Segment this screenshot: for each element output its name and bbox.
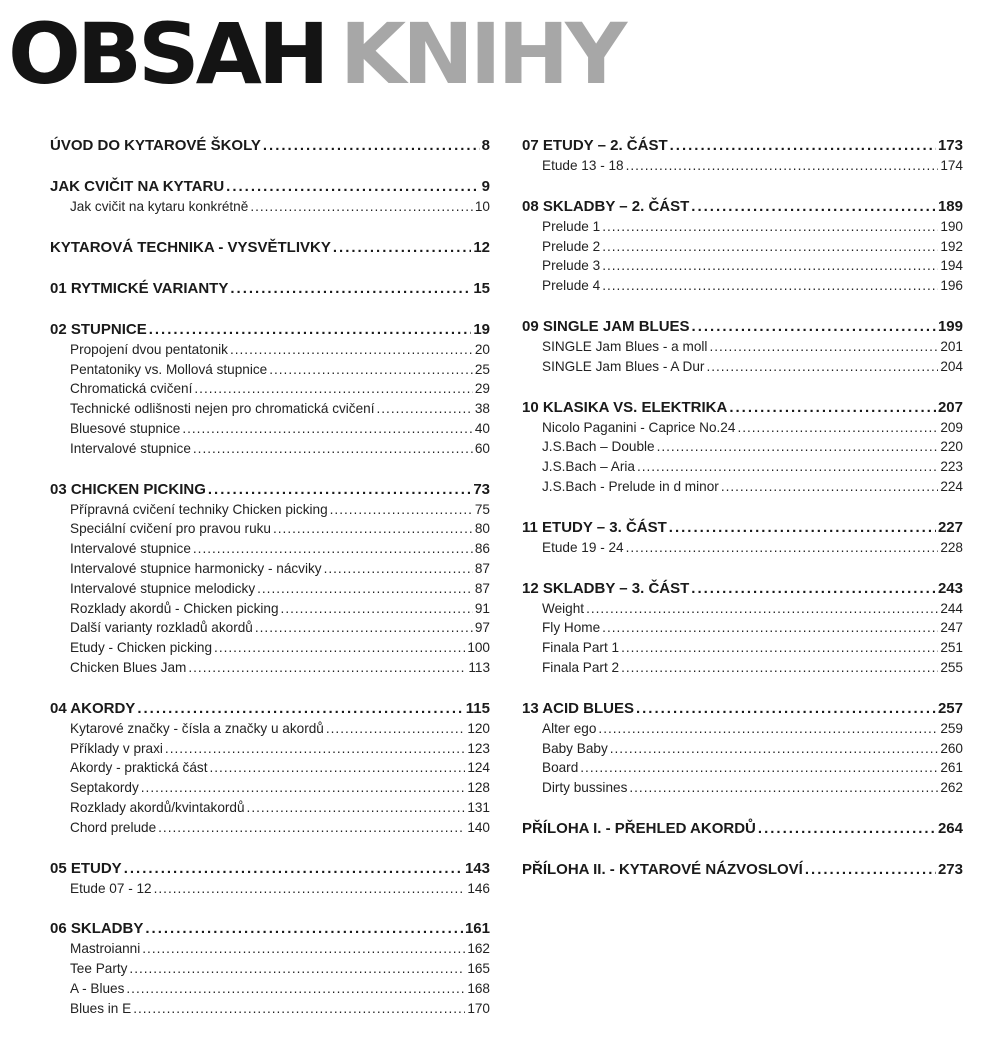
dot-leader	[636, 699, 936, 719]
subentry-page: 168	[467, 980, 490, 996]
dot-leader	[255, 618, 473, 638]
subentry-title: Tee Party	[70, 961, 128, 977]
dot-leader	[602, 256, 938, 276]
dot-leader	[729, 398, 936, 418]
dot-leader	[149, 320, 472, 340]
chapter-title: PŘÍLOHA II. - KYTAROVÉ NÁZVOSLOVÍ	[522, 860, 803, 878]
chapter-page: 15	[473, 279, 490, 297]
toc-subentry[interactable]	[50, 500, 490, 520]
subentry-page: 80	[474, 521, 490, 537]
chapter-title: 01 RYTMICKÉ VARIANTY	[50, 279, 229, 297]
chapter-title: 03 CHICKEN PICKING	[50, 480, 206, 498]
chapter-page: 273	[937, 860, 963, 878]
toc-subentry[interactable]	[50, 419, 490, 439]
toc-subentry[interactable]	[522, 457, 963, 477]
toc-subentry[interactable]	[50, 719, 490, 739]
subentry-title: Finala Part 2	[542, 659, 620, 675]
subentry-title: Intervalové stupnice	[70, 440, 191, 456]
toc-chapter-entry[interactable]	[50, 320, 490, 340]
subentry-page: 120	[467, 720, 490, 736]
toc-subentry[interactable]	[522, 538, 963, 558]
subentry-page: 97	[474, 620, 490, 636]
subentry-page: 201	[940, 338, 963, 354]
subentry-title: Dirty bussines	[542, 780, 628, 796]
subentry-page: 209	[940, 419, 963, 435]
subentry-title: Rozklady akordů - Chicken picking	[70, 600, 279, 616]
subentry-title: Fly Home	[542, 620, 601, 636]
chapter-page: 207	[937, 398, 963, 416]
dot-leader	[324, 559, 473, 579]
toc-section	[50, 699, 490, 838]
dot-leader	[141, 778, 466, 798]
subentry-title: J.S.Bach – Double	[542, 439, 655, 455]
subentry-title: Etude 07 - 12	[70, 880, 152, 896]
toc-chapter-entry[interactable]	[522, 136, 963, 156]
dot-leader	[691, 197, 936, 217]
subentry-page: 192	[940, 238, 963, 254]
toc-chapter-entry[interactable]	[50, 238, 490, 258]
subentry-page: 87	[474, 560, 490, 576]
subentry-title: Etude 19 - 24	[542, 539, 624, 555]
toc-subentry[interactable]	[522, 599, 963, 619]
dot-leader	[263, 136, 480, 156]
toc-subentry[interactable]	[50, 539, 490, 559]
subentry-page: 29	[474, 381, 490, 397]
chapter-title: 13 ACID BLUES	[522, 699, 634, 717]
title-word-obsah: OBSAH	[8, 5, 326, 103]
toc-chapter-entry[interactable]	[50, 279, 490, 299]
subentry-title: Intervalové stupnice	[70, 541, 191, 557]
subentry-page: 86	[474, 541, 490, 557]
subentry-page: 260	[940, 740, 963, 756]
dot-leader	[602, 217, 938, 237]
toc-subentry[interactable]	[522, 357, 963, 377]
chapter-title: 10 KLASIKA VS. ELEKTRIKA	[522, 398, 728, 416]
subentry-title: Prelude 4	[542, 278, 601, 294]
dot-leader	[691, 579, 936, 599]
toc-section	[50, 480, 490, 678]
subentry-title: Weight	[542, 600, 585, 616]
subentry-title: Baby Baby	[542, 740, 608, 756]
subentry-page: 220	[940, 439, 963, 455]
toc-subentry[interactable]	[522, 638, 963, 658]
toc-section	[50, 279, 490, 299]
toc-subentry[interactable]	[50, 739, 490, 759]
subentry-page: 75	[474, 501, 490, 517]
chapter-page: 8	[481, 137, 490, 154]
toc-subentry[interactable]	[522, 156, 963, 176]
toc-subentry[interactable]	[50, 999, 490, 1019]
page-title	[8, 5, 624, 103]
toc-subentry[interactable]	[50, 519, 490, 539]
subentry-title: SINGLE Jam Blues - a moll	[542, 338, 708, 354]
toc-section	[50, 136, 490, 156]
dot-leader	[142, 939, 465, 959]
chapter-title: JAK CVIČIT NA KYTARU	[50, 178, 225, 195]
dot-leader	[214, 638, 465, 658]
toc-section	[522, 317, 963, 377]
subentry-page: 38	[474, 401, 490, 417]
toc-subentry[interactable]	[50, 360, 490, 380]
toc-subentry[interactable]	[50, 979, 490, 999]
subentry-page: 251	[940, 640, 963, 656]
chapter-page: 173	[937, 137, 963, 154]
subentry-title: Blues in E	[70, 1000, 132, 1016]
toc-section	[50, 320, 490, 459]
toc-subentry[interactable]	[50, 818, 490, 838]
dot-leader	[621, 638, 938, 658]
dot-leader	[758, 819, 936, 839]
chapter-title: PŘÍLOHA I. - PŘEHLED AKORDŮ	[522, 819, 756, 837]
subentry-title: Prelude 2	[542, 238, 601, 254]
chapter-page: 143	[464, 859, 490, 877]
toc-subentry[interactable]	[50, 879, 490, 899]
subentry-page: 128	[467, 780, 490, 796]
subentry-page: 123	[467, 740, 490, 756]
chapter-title: 11 ETUDY – 3. ČÁST	[522, 518, 667, 536]
dot-leader	[124, 859, 463, 879]
dot-leader	[709, 337, 938, 357]
subentry-page: 204	[940, 358, 963, 374]
dot-leader	[188, 658, 466, 678]
dot-leader	[657, 437, 939, 457]
dot-leader	[377, 399, 473, 419]
dot-leader	[250, 197, 473, 217]
toc-subentry[interactable]	[50, 658, 490, 678]
toc-section	[50, 177, 490, 217]
chapter-title: 04 AKORDY	[50, 699, 136, 717]
toc-subentry[interactable]	[50, 618, 490, 638]
subentry-title: Etudy - Chicken picking	[70, 640, 213, 656]
dot-leader	[669, 518, 936, 538]
dot-leader	[670, 136, 936, 156]
subentry-title: Board	[542, 760, 579, 776]
toc-subentry[interactable]	[522, 437, 963, 457]
toc-subentry[interactable]	[50, 579, 490, 599]
toc-chapter-entry[interactable]	[522, 819, 963, 839]
dot-leader	[602, 237, 938, 257]
toc-subentry[interactable]	[522, 658, 963, 678]
toc-chapter-entry[interactable]	[522, 518, 963, 538]
toc-subentry[interactable]	[522, 256, 963, 276]
toc-chapter-entry[interactable]	[50, 699, 490, 719]
subentry-page: 228	[940, 539, 963, 555]
dot-leader	[230, 340, 473, 360]
subentry-title: Speciální cvičení pro pravou ruku	[70, 521, 271, 537]
subentry-page: 20	[474, 341, 490, 357]
subentry-title: Rozklady akordů/kvintakordů	[70, 799, 245, 815]
toc-subentry[interactable]	[50, 778, 490, 798]
chapter-page: 73	[473, 480, 490, 498]
toc-subentry[interactable]	[522, 217, 963, 237]
toc-section	[522, 699, 963, 798]
subentry-title: Etude 13 - 18	[542, 158, 624, 173]
subentry-title: Jak cvičit na kytaru konkrétně	[70, 199, 249, 214]
subentry-page: 223	[940, 459, 963, 475]
toc-subentry[interactable]	[50, 559, 490, 579]
toc-subentry[interactable]	[50, 439, 490, 459]
subentry-title: Chromatická cvičení	[70, 381, 193, 397]
subentry-page: 25	[474, 361, 490, 377]
subentry-page: 140	[467, 819, 490, 835]
dot-leader	[602, 618, 938, 638]
dot-leader	[602, 276, 938, 296]
dot-leader	[629, 778, 938, 798]
subentry-page: 196	[940, 278, 963, 294]
subentry-page: 170	[467, 1000, 490, 1016]
chapter-title: 06 SKLADBY	[50, 920, 144, 938]
toc-chapter-entry[interactable]	[522, 197, 963, 217]
chapter-page: 12	[473, 238, 490, 256]
toc-subentry[interactable]	[50, 758, 490, 778]
subentry-page: 165	[467, 961, 490, 977]
dot-leader	[247, 798, 466, 818]
subentry-page: 262	[940, 780, 963, 796]
dot-leader	[193, 439, 473, 459]
subentry-title: Septakordy	[70, 780, 139, 796]
subentry-title: SINGLE Jam Blues - A Dur	[542, 358, 705, 374]
subentry-page: 259	[940, 720, 963, 736]
toc-subentry[interactable]	[50, 340, 490, 360]
subentry-title: Chicken Blues Jam	[70, 659, 187, 675]
subentry-page: 162	[467, 941, 490, 957]
dot-leader	[706, 357, 938, 377]
subentry-title: Alter ego	[542, 720, 597, 736]
dot-leader	[137, 699, 463, 719]
toc-section	[522, 398, 963, 497]
toc-section	[50, 238, 490, 258]
toc-subentry[interactable]	[522, 337, 963, 357]
dot-leader	[158, 818, 465, 838]
subentry-title: Přípravná cvičení techniky Chicken picking	[70, 501, 328, 517]
subentry-title: Bluesové stupnice	[70, 420, 181, 436]
dot-leader	[126, 979, 465, 999]
chapter-page: 264	[937, 819, 963, 837]
subentry-page: 255	[940, 659, 963, 675]
toc-section	[522, 579, 963, 678]
subentry-page: 60	[474, 440, 490, 456]
subentry-page: 224	[940, 478, 963, 494]
toc-chapter-entry[interactable]	[522, 398, 963, 418]
dot-leader	[154, 879, 466, 899]
subentry-title: Chord prelude	[70, 819, 157, 835]
subentry-page: 146	[467, 880, 490, 896]
chapter-page: 19	[473, 320, 490, 338]
toc-chapter-entry[interactable]	[50, 136, 490, 156]
toc-chapter-entry[interactable]	[50, 919, 490, 939]
chapter-title: 12 SKLADBY – 3. ČÁST	[522, 579, 690, 597]
dot-leader	[610, 739, 939, 759]
subentry-title: Finala Part 1	[542, 640, 620, 656]
toc-subentry[interactable]	[522, 778, 963, 798]
dot-leader	[145, 919, 463, 939]
subentry-title: Propojení dvou pentatonik	[70, 341, 228, 357]
subentry-title: A - Blues	[70, 980, 125, 996]
dot-leader	[326, 719, 465, 739]
dot-leader	[193, 539, 473, 559]
toc-section	[522, 518, 963, 558]
chapter-page: 115	[465, 699, 490, 717]
dot-leader	[580, 758, 938, 778]
subentry-title: Pentatoniky vs. Mollová stupnice	[70, 361, 268, 377]
subentry-title: Kytarové značky - čísla a značky u akordů	[70, 720, 324, 736]
toc-subentry[interactable]	[522, 618, 963, 638]
dot-leader	[721, 477, 939, 497]
subentry-title: Intervalové stupnice melodicky	[70, 580, 256, 596]
toc-section	[50, 919, 490, 1018]
subentry-title: Nicolo Paganini - Caprice No.24	[542, 419, 736, 435]
toc-chapter-entry[interactable]	[50, 177, 490, 197]
dot-leader	[182, 419, 473, 439]
toc-right-column	[522, 136, 963, 901]
subentry-title: Technické odlišnosti nejen pro chromatická cvičení	[70, 401, 375, 417]
dot-leader	[257, 579, 473, 599]
chapter-title: 02 STUPNICE	[50, 320, 147, 338]
dot-leader	[273, 519, 473, 539]
subentry-page: 190	[940, 218, 963, 234]
subentry-page: 87	[474, 580, 490, 596]
subentry-title: Akordy - praktická část	[70, 760, 208, 776]
dot-leader	[129, 959, 465, 979]
dot-leader	[626, 156, 939, 176]
subentry-title: J.S.Bach – Aria	[542, 459, 635, 475]
toc-subentry[interactable]	[522, 758, 963, 778]
dot-leader	[230, 279, 471, 299]
chapter-title: KYTAROVÁ TECHNIKA - VYSVĚTLIVKY	[50, 238, 331, 256]
subentry-page: 100	[467, 640, 490, 656]
dot-leader	[210, 758, 466, 778]
subentry-title: Další varianty rozkladů akordů	[70, 620, 253, 636]
chapter-title: ÚVOD DO KYTAROVÉ ŠKOLY	[50, 137, 261, 154]
dot-leader	[208, 480, 471, 500]
dot-leader	[194, 379, 472, 399]
toc-chapter-entry[interactable]	[522, 317, 963, 337]
subentry-page: 131	[467, 799, 490, 815]
subentry-title: J.S.Bach - Prelude in d minor	[542, 478, 719, 494]
toc-chapter-entry[interactable]	[50, 480, 490, 500]
toc-subentry[interactable]	[522, 739, 963, 759]
subentry-title: Příklady v praxi	[70, 740, 163, 756]
dot-leader	[269, 360, 473, 380]
dot-leader	[133, 999, 465, 1019]
dot-leader	[805, 860, 936, 880]
toc-section	[522, 197, 963, 296]
dot-leader	[737, 418, 938, 438]
dot-leader	[621, 658, 938, 678]
toc-subentry[interactable]	[522, 418, 963, 438]
dot-leader	[692, 317, 936, 337]
toc-subentry[interactable]	[50, 939, 490, 959]
toc-subentry[interactable]	[50, 798, 490, 818]
toc-subentry[interactable]	[50, 379, 490, 399]
chapter-page: 243	[937, 579, 963, 597]
subentry-page: 194	[940, 258, 963, 274]
subentry-page: 10	[474, 199, 490, 214]
chapter-title: 08 SKLADBY – 2. ČÁST	[522, 197, 690, 215]
dot-leader	[598, 719, 938, 739]
subentry-title: Prelude 1	[542, 218, 601, 234]
toc-subentry[interactable]	[522, 276, 963, 296]
subentry-page: 40	[474, 420, 490, 436]
toc-section	[522, 136, 963, 176]
dot-leader	[226, 177, 479, 197]
subentry-page: 174	[940, 158, 963, 173]
toc-section	[50, 859, 490, 899]
toc-subentry[interactable]	[50, 638, 490, 658]
subentry-page: 247	[940, 620, 963, 636]
toc-chapter-entry[interactable]	[522, 860, 963, 880]
chapter-page: 189	[937, 197, 963, 215]
toc-chapter-entry[interactable]	[50, 859, 490, 879]
chapter-title: 07 ETUDY – 2. ČÁST	[522, 137, 668, 154]
toc-subentry[interactable]	[50, 599, 490, 619]
chapter-page: 257	[937, 699, 963, 717]
chapter-title: 09 SINGLE JAM BLUES	[522, 317, 690, 335]
chapter-page: 9	[481, 178, 490, 195]
subentry-title: Mastroianni	[70, 941, 141, 957]
toc-chapter-entry[interactable]	[522, 699, 963, 719]
subentry-title: Prelude 3	[542, 258, 601, 274]
toc-subentry[interactable]	[522, 237, 963, 257]
subentry-page: 261	[940, 760, 963, 776]
dot-leader	[330, 500, 473, 520]
toc-chapter-entry[interactable]	[522, 579, 963, 599]
dot-leader	[626, 538, 939, 558]
toc-subentry[interactable]	[522, 477, 963, 497]
dot-leader	[333, 238, 471, 258]
chapter-page: 227	[937, 518, 963, 536]
toc-subentry[interactable]	[50, 399, 490, 419]
chapter-page: 199	[937, 317, 963, 335]
title-word-knihy: KNIHY	[339, 5, 624, 103]
subentry-page: 113	[468, 659, 490, 675]
subentry-page: 91	[474, 600, 490, 616]
toc-left-column	[50, 136, 490, 1040]
subentry-page: 124	[467, 760, 490, 776]
dot-leader	[586, 599, 938, 619]
toc-subentry[interactable]	[50, 197, 490, 217]
dot-leader	[637, 457, 938, 477]
dot-leader	[165, 739, 465, 759]
chapter-title: 05 ETUDY	[50, 859, 122, 877]
toc-subentry[interactable]	[50, 959, 490, 979]
toc-subentry[interactable]	[522, 719, 963, 739]
dot-leader	[281, 599, 473, 619]
subentry-page: 244	[940, 600, 963, 616]
toc-section	[522, 860, 963, 880]
toc-section	[522, 819, 963, 839]
subentry-title: Intervalové stupnice harmonicky - nácviky	[70, 560, 322, 576]
chapter-page: 161	[464, 920, 490, 938]
